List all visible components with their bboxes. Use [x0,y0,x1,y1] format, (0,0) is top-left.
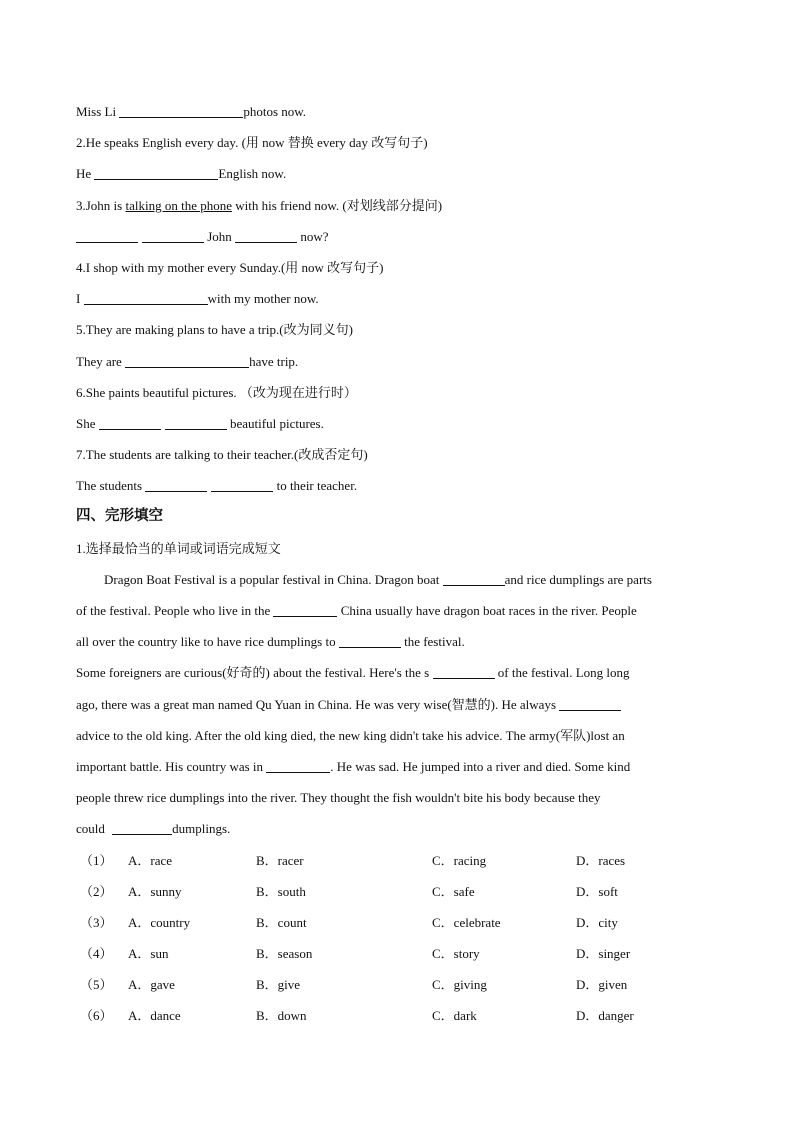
option-a[interactable]: A．gave [128,977,175,993]
q7-text-after: to their teacher. [273,478,358,494]
passage-text: . He was sad. He jumped into a river and died. Some kind [330,758,631,774]
cloze-blank-1[interactable] [443,570,505,586]
cloze-instruction: 1.选择最恰当的单词或词语完成短文 [76,540,281,556]
q3-blank-1[interactable] [76,227,138,243]
cloze-blank-4[interactable] [433,663,495,679]
option-row [76,938,726,969]
q3-prompt [76,190,726,221]
option-b[interactable]: B．down [256,1008,307,1024]
passage-text: of the festival. Long long [494,665,630,681]
q1-text-before: Miss Li [76,104,120,119]
option-row [76,969,726,1000]
cloze-blank-5[interactable] [559,695,621,711]
passage-text: the festival. [400,634,465,650]
q6-text-before: She [76,415,99,431]
option-row [76,907,726,938]
q6-blank-2[interactable] [165,414,227,430]
passage-text: ago, there was a great man named Qu Yuan in China. He was very wise(智慧的). He always [76,696,560,712]
option-row [76,1000,726,1031]
passage-text: could [76,821,109,837]
q3-prompt-before: 3.John is [76,197,126,213]
option-row [76,845,726,876]
option-c[interactable]: C．safe [432,883,475,899]
q7-text-before: The students [76,478,146,494]
q4-prompt: 4.I shop with my mother every Sunday.(用 now 改写句子) [76,259,384,275]
passage-line-5 [76,689,726,720]
option-b[interactable]: B．give [256,977,301,993]
option-b[interactable]: B．south [256,883,306,899]
q1-text-after: photos now. [243,104,307,119]
q4-text-after: with my mother now. [207,291,319,307]
q5-answer-line [76,346,726,377]
passage-line-7 [76,751,726,782]
q1-blank[interactable] [119,102,243,118]
section-four-title: 四、完形填空 [76,508,163,525]
question-number: （3） [80,914,113,930]
q6-blank-1[interactable] [99,414,161,430]
option-a[interactable]: A．race [128,852,173,868]
option-row [76,876,726,907]
q1-answer-line [76,96,726,127]
q7-answer-line [76,470,726,501]
option-c[interactable]: C．celebrate [432,914,501,930]
option-c[interactable]: C．dark [432,1008,477,1024]
cloze-blank-7[interactable] [112,819,172,835]
q4-blank[interactable] [84,289,208,305]
q7-blank-2[interactable] [211,476,273,492]
option-d[interactable]: D．city [576,914,618,930]
q7-blank-1[interactable] [145,476,207,492]
option-b[interactable]: B．season [256,946,313,962]
passage-line-1 [76,564,726,595]
option-d[interactable]: D．soft [576,883,618,899]
q3-blank-2[interactable] [142,227,204,243]
q3-blank-3[interactable] [235,227,297,243]
q4-text-before: I [76,291,84,307]
passage-text: China usually have dragon boat races in the river. People [337,603,637,618]
option-d[interactable]: D．races [576,852,626,868]
passage-line-2 [76,595,726,626]
option-c[interactable]: C．racing [432,852,487,868]
passage-text: important battle. His country was in [76,758,267,774]
worksheet-page [76,96,726,1032]
passage-line-8: people threw rice dumplings into the river. They thought the fish wouldn't bite his body because they [76,790,601,806]
passage-line-9 [76,813,726,844]
q3-text-mid: John [204,228,236,244]
q2-prompt: 2.He speaks English every day. (用 now 替换 every day 改写句子) [76,135,428,151]
option-c[interactable]: C．story [432,946,480,962]
option-a[interactable]: A．dance [128,1008,181,1024]
option-c[interactable]: C．giving [432,977,487,993]
q5-text-after: have trip. [249,353,299,369]
q3-prompt-after: with his friend now. (对划线部分提问) [232,197,443,213]
passage-text: of the festival. People who live in the [76,603,274,618]
q2-blank[interactable] [94,164,218,180]
option-b[interactable]: B．count [256,914,307,930]
q3-text-end: now? [297,228,329,244]
q5-text-before: They are [76,353,126,369]
option-d[interactable]: D．given [576,977,628,993]
q5-prompt: 5.They are making plans to have a trip.(改为同义句) [76,322,353,338]
cloze-blank-6[interactable] [266,757,330,773]
cloze-blank-2[interactable] [273,601,337,617]
option-a[interactable]: A．sun [128,946,169,962]
passage-text: Some foreigners are curious(好奇的) about the festival. Here's the s [76,665,433,681]
cloze-blank-3[interactable] [339,632,401,648]
q2-text-before: He [76,166,95,182]
passage-line-4 [76,657,726,688]
passage-text: all over the country like to have rice dumplings to [76,634,339,650]
q2-answer-line [76,158,726,189]
question-number: （5） [80,977,113,993]
q3-underlined-phrase: talking on the phone [125,197,232,213]
q7-prompt: 7.The students are talking to their teacher.(改成否定句) [76,447,368,463]
q5-blank[interactable] [125,352,249,368]
passage-text: and rice dumplings are parts [504,571,652,587]
option-d[interactable]: D．singer [576,946,631,962]
passage-text: Dragon Boat Festival is a popular festival in China. Dragon boat [104,571,443,587]
options-list [76,845,726,1032]
option-a[interactable]: A．country [128,914,191,930]
option-b[interactable]: B．racer [256,852,304,868]
question-number: （2） [80,883,113,899]
passage-text: dumplings. [172,821,231,837]
q4-answer-line [76,283,726,314]
option-a[interactable]: A．sunny [128,883,182,899]
q3-answer-line [76,221,726,252]
question-number: （6） [80,1008,113,1024]
q6-answer-line [76,408,726,439]
passage-line-3 [76,626,726,657]
q6-text-after: beautiful pictures. [226,415,324,431]
passage-line-6: advice to the old king. After the old king died, the new king didn't take his advice. The army(军队)lost an [76,727,625,743]
option-d[interactable]: D．danger [576,1008,634,1024]
question-number: （1） [80,852,113,868]
q2-text-after: English now. [218,166,287,182]
question-number: （4） [80,946,113,962]
q6-prompt: 6.She paints beautiful pictures. （改为现在进行时） [76,384,357,400]
